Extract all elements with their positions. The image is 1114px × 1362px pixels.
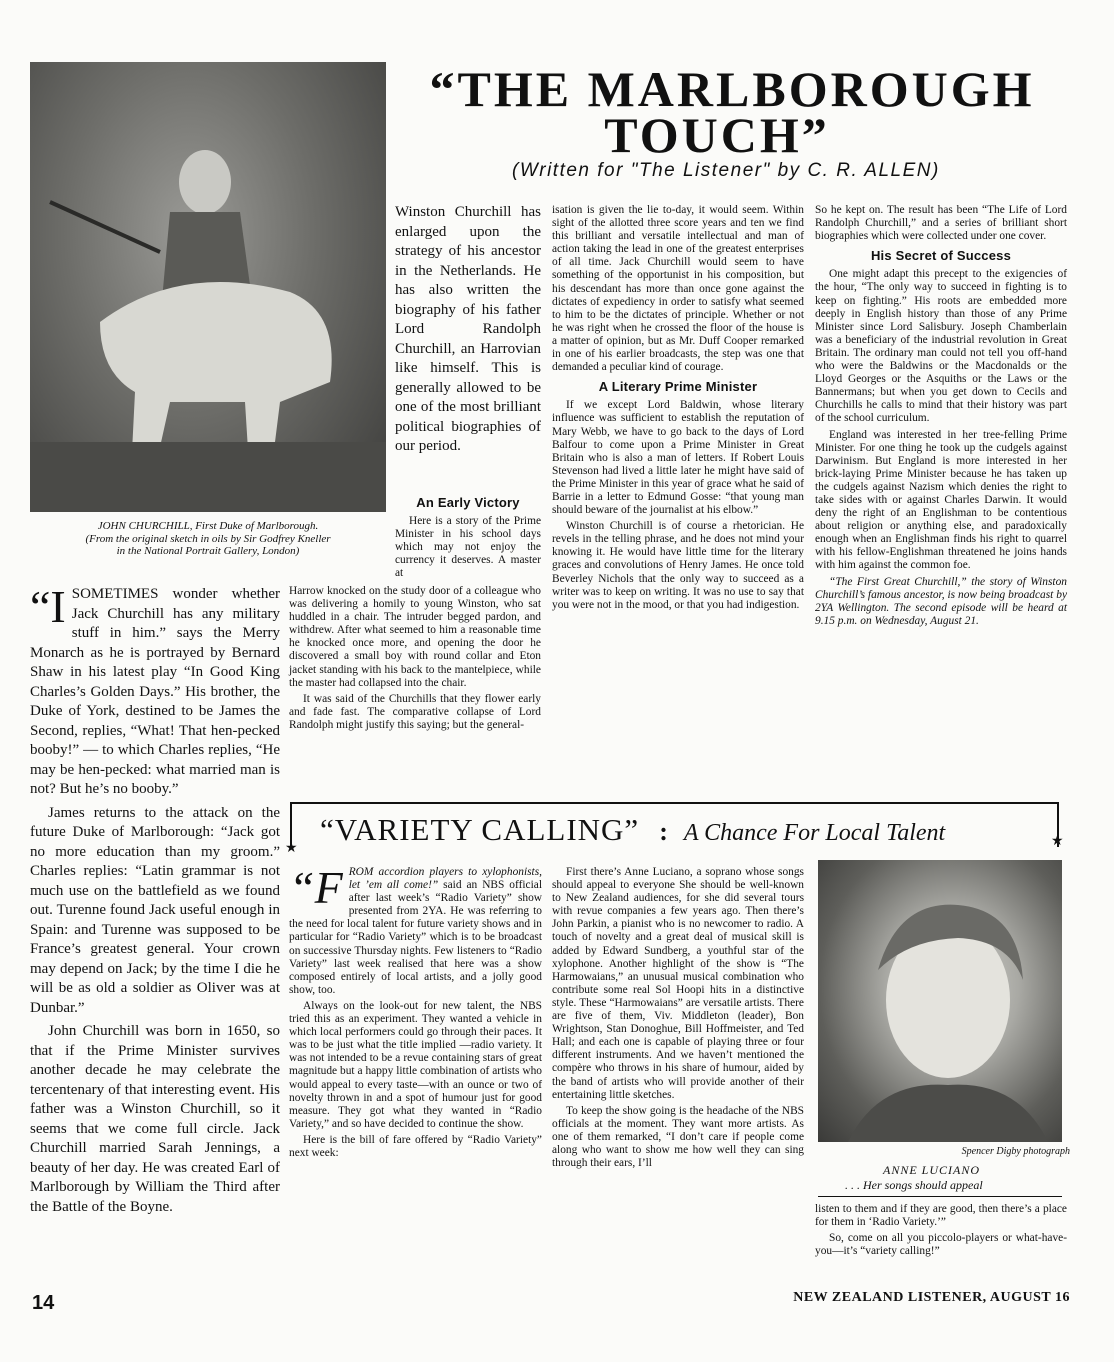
variety-column-2 (552, 866, 804, 1173)
article-column-4 (815, 204, 1067, 631)
equestrian-sketch-icon (30, 62, 386, 512)
variety-lead-quote: ROM accordion players to xylophonists, let ’em all come!” (348, 866, 542, 892)
variety-box-top-rule (290, 802, 1058, 804)
article-paragraph: isation is given the lie to-day, it would seem. Within sight of the allotted three score years and ten we find this brilliant and versatile intellectual and man of action taking the lead in one of the greatest enterprises of all time. Jack Churchill would seem to have something of the opportunist in his composition, but his descendant has more than once gone against the dictates of expediency in order to satisfy what seemed to him to be the dictates of principle. Whether or not he was right when he crossed the floor of the house is a matter of opinion, but as Mr. Duff Cooper remarked in one of his earlier broadcasts, the step was one that demanded a peculiar kind of courage. (552, 204, 804, 374)
article-paragraph: If we except Lord Baldwin, whose literary influence was sufficient to establish the reputation of Mary Webb, we have to go back to the days of Lord Balfour to come upon a Prime Minister in Great Britain who is also a man of letters. If Robert Louis Stevenson had lived a little later he might have said of the Prime Minister in this year of grace what he said of Barrie in a letter to Edmund Gosse: “that young man should beware of the journalist at his elbow.” (552, 399, 804, 517)
marlborough-portrait (30, 62, 386, 512)
article-paragraph: listen to them and if they are good, then there’s a place for them in ‘Radio Variety.’” (815, 1203, 1067, 1229)
photo-caption-rule (818, 1196, 1062, 1197)
caption-line: (From the original sketch in oils by Sir Godfrey Kneller (85, 532, 331, 545)
variety-column-1 (289, 862, 542, 1163)
headline (392, 61, 1072, 163)
opening-text: SOMETIMES wonder whether Jack Churchill has any military stuff in him.” says the Merry Monarch as he is portrayed by Bernard Shaw in his latest play “In Good King Charles’s Golden Days.” His brother, the Duke of York, destined to be James the Second, replies, “What! That hen-pecked booby!” — to which Charles replies, “He may be hen-pecked: what married man is not? But he’s no booby.” (30, 586, 280, 797)
article-paragraph: Here is a story of the Prime Minister in his school days which may not enjoy the currency it deserves. A master at (395, 515, 541, 580)
article-paragraph: Winston Churchill is of course a rhetorician. He revels in the telling phrase, and he does not mind your knowing it. He would have little time for the literary graces and convolutions of Henry James. He once told Beverley Nichols that the only way to succeed as a writer was to keep on writing. It was no use to say that you were not in the mood, or that you had indigestion. (552, 520, 804, 611)
star-icon: ★ (285, 841, 298, 856)
subhead-early-victory: An Early Victory (416, 495, 520, 510)
page-number: 14 (32, 1292, 55, 1314)
article-paragraph: James returns to the attack on the future Duke of Marlborough: “Jack got no more education than my groom.” Charles replies: “Latin grammar is not much use on the battlefield as we found out. Turenne found Jack useful enough in Spain: and Turenne was supposed to be France’s greatest general. Your crown may depend on Jack; by the time I die he will be as old a soldier as Oliver was at Dunbar.” (30, 804, 280, 1016)
broadcast-note: “The First Great Churchill,” the story of Winston Churchill’s famous ancestor, is now being broadcast by 2YA Wellington. The second episode will be heard at 9.15 p.m. on Wednesday, August 21. (815, 575, 1067, 627)
headline-line-1: “THE MARLBOROUGH (429, 61, 1035, 117)
drop-cap: “I (30, 581, 66, 632)
portrait-caption (30, 520, 386, 558)
article-paragraph: England was interested in her tree-felling Prime Minister. For one thing he took up the cudgels against Darwinism. But England is more interested in her brick-laying Prime Minister because he has taken up the cudgels against Nazism which denies the right to take sides with or against Charles Darwin. It would deny the right of an Englishman to be contentious about religion or anything else, and paradoxically enough when an Englishman finds his right to quarrel with his fellow-Englishman threatened he joins hands with him against the common foe. (815, 428, 1067, 572)
star-icon: ★ (1051, 834, 1064, 849)
article-paragraph: Always on the look-out for new talent, the NBS tried this as an experiment. They wanted a vehicle in which local performers could go through their paces. It was to be just what the title implied —radio variety. It was not intended to be a revue containing stars of great magnitude but a happy little combination of artists who would appeal to every taste—with an ounce or two of novelty thrown in and a spot of humour just for good measure. They got what they wanted in “Radio Variety,” and so have decided to continue the show. (289, 999, 542, 1130)
article-paragraph: It was said of the Churchills that they flower early and fade fast. The comparative collapse of Lord Randolph might justify this saying; but the general- (289, 692, 541, 731)
variety-lead-text: said an NBS official after last week’s “Radio Variety” show presented from 2YA. He was referring to the need for local talent for future variety shows and in particular for “Radio Variety” which is to be broadcast on successive Thursday nights. Few listeners to “Radio Variety” last week realised that here was a show composed entirely of local artists, and a jolly good show, too. (289, 879, 542, 996)
article-paragraph: So he kept on. The result has been “The Life of Lord Randolph Churchill,” and a series of brilliant short biographies which were collected under one cover. (815, 204, 1067, 243)
caption-line: JOHN CHURCHILL, First Duke of Marlborough. (97, 520, 319, 532)
variety-title: “VARIETY CALLING” (320, 812, 640, 847)
article-paragraph: One might adapt this precept to the exigencies of the hour, “The only way to succeed in fighting is to keep on fighting.” His roots are embedded more deeply in English history than those of any Prime Minister since Lord Salisbury. Joseph Chamberlain was a beneficiary of the industrial revolution in Great Britain. The ordinary man could not tell you off-hand who were the Baldwins or the Macdonalds or the Lloyd Georges or the Asquiths or the Laws or the Bannermans; but when you get down to Cecils and Churchills he calls to mind that their history was part of the school curriculum. (815, 268, 1067, 425)
subhead-literary-prime-minister: A Literary Prime Minister (598, 379, 758, 395)
variety-column-3 (815, 1203, 1067, 1261)
article-paragraph: So, come on all you piccolo-players or what-have-you—it’s “variety calling!” (815, 1232, 1067, 1258)
drop-cap: “F (289, 862, 343, 913)
article-paragraph: First there’s Anne Luciano, a soprano whose songs should appeal to everyone She should be well-known to New Zealand audiences, for she did several tours with revue companies a few years ago. Then there’s John Parkin, a pianist who is no newcomer to radio. A touch of novelty and a great deal of musical skill is added by Edward Sundberg, a youthful star of the xylophone. Another highlight of the show is “The Harmowaians,” an unusual musical combination who contribute some real Sol Hoopi hits in a distinctive style. These “Harmowaians” are versatile artists. There are five of them, Viv. Middleton (leader), Bon Wrightson, Stan Donoghue, Bill Hoffmeister, and Ted Hall; and each one is capable of playing three or four different instruments. And we haven’t mentioned the compère who throws in his share of humour, aided by the band of artists who will provide another of their entertaining little sketches. (552, 866, 804, 1101)
variety-colon: : (659, 817, 668, 846)
portrait-photo-icon (818, 860, 1062, 1142)
early-victory-column (395, 490, 541, 584)
masthead-footer: NEW ZEALAND LISTENER, AUGUST 16 (793, 1290, 1070, 1305)
intro-paragraph: Winston Churchill has enlarged upon the strategy of his ancestor in the Netherlands. He has also written the biography of his father Lord Randolph Churchill, an Harrovian like himself. This is generally allowed to be one of the most brilliant political biographies of our period. (395, 204, 541, 454)
variety-title-bar (320, 812, 1050, 848)
headline-line-2: TOUCH” (604, 107, 830, 163)
variety-lead-paragraph (289, 862, 542, 997)
article-paragraph: To keep the show going is the headache of the NBS officials at the moment. They want more artists. As one of them remarked, “I don’t care if people come along who want to show me how well they can sing through their ears, I’ll (552, 1104, 804, 1170)
anne-luciano-photo (818, 860, 1062, 1142)
article-paragraph: Harrow knocked on the study door of a colleague who was delivering a homily to young Winston, who sat huddled in a chair. The intruder begged pardon, and withdrew. After what seemed to him a reasonable time he knocked once more, and opening the door he discovered a small boy with round collar and Eton jacket standing with his back to the mantelpiece, while the master had collapsed into the chair. (289, 585, 541, 689)
caption-line: in the National Portrait Gallery, London) (116, 545, 300, 557)
subhead-secret-of-success: His Secret of Success (870, 248, 1012, 264)
article-paragraph: John Churchill was born in 1650, so that if the Prime Minister survives another decade he may celebrate the tercentenary of that interesting event. His father was a Winston Churchill, so it seems that we come full circle. Jack Churchill married Sarah Jennings, a beauty of her day. He was created Earl of Marlborough by William the Third after the Battle of the Boyne. (30, 1023, 280, 1215)
photo-caption: . . . Her songs should appeal (845, 1178, 983, 1192)
article-intro-column (395, 203, 541, 461)
article-paragraph: Here is the bill of fare offered by “Radio Variety” next week: (289, 1133, 542, 1159)
opening-paragraph (30, 581, 280, 800)
harrow-column (289, 585, 541, 735)
photo-credit: Spencer Digby photograph (961, 1146, 1070, 1157)
variety-subtitle: A Chance For Local Talent (683, 820, 946, 846)
article-opening-column (30, 581, 280, 1221)
byline: (Written for "The Listener" by C. R. ALLEN) (512, 160, 940, 181)
article-column-3 (552, 204, 804, 615)
photo-name: ANNE LUCIANO (883, 1163, 981, 1177)
